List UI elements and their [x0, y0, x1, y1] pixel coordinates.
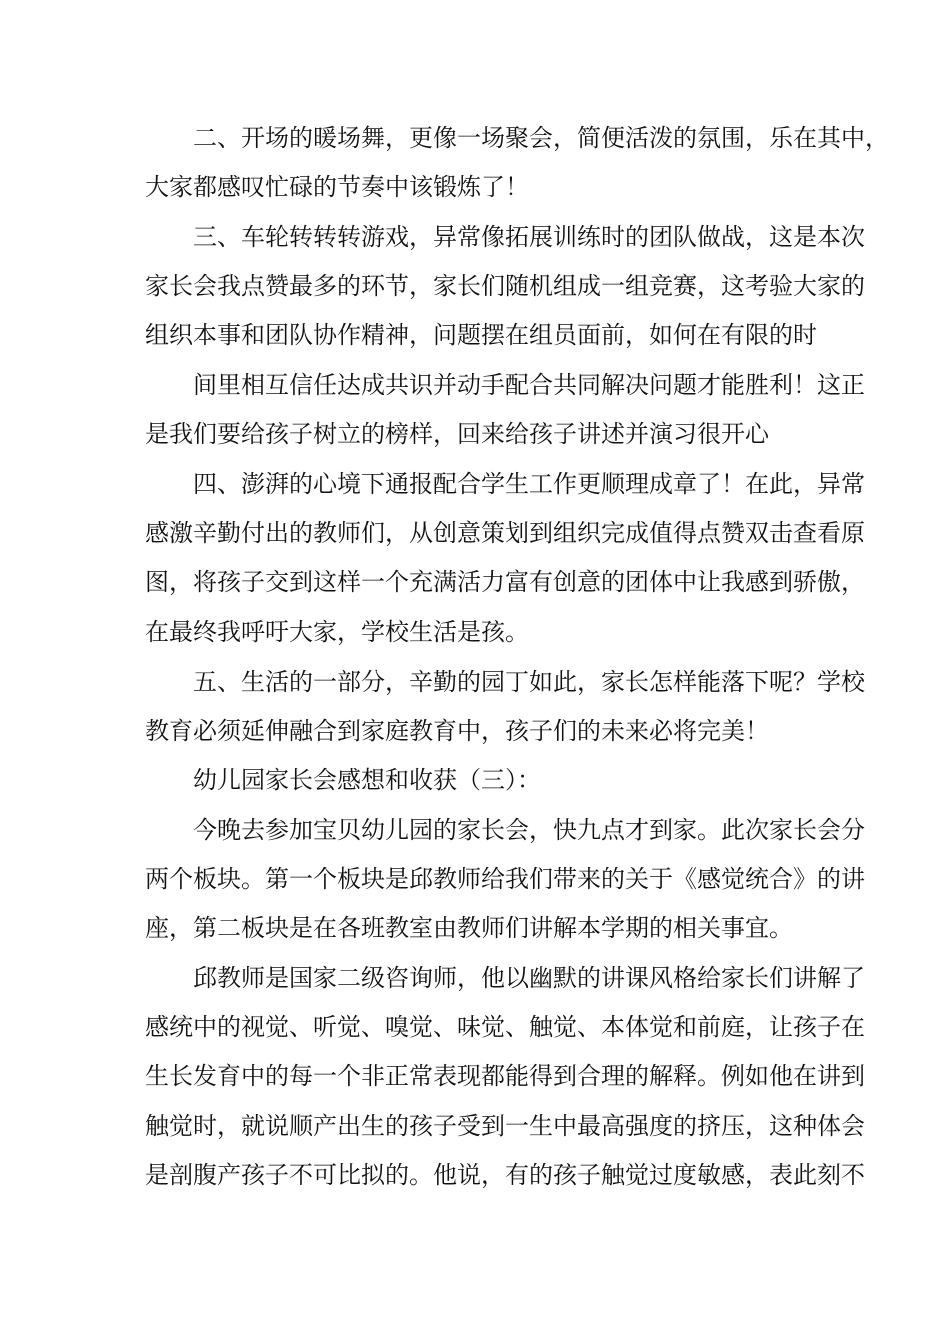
- paragraph-2-line-1: 二、开场的暖场舞，更像一场聚会，简便活泼的氛围，乐在其中，: [193, 124, 889, 152]
- paragraph-4-line-2: 感激辛勤付出的教师们，从创意策划到组织完成值得点赞双击查看原: [145, 519, 865, 547]
- paragraph-3-line-2: 家长会我点赞最多的环节，家长们随机组成一组竞赛，这考验大家的: [145, 272, 865, 300]
- paragraph-7-line-4: 触觉时，就说顺产出生的孩子受到一生中最高强度的挤压，这种体会: [145, 1112, 865, 1140]
- paragraph-7-line-2: 感统中的视觉、听觉、嗅觉、味觉、触觉、本体觉和前庭，让孩子在: [145, 1013, 865, 1041]
- paragraph-6-line-2: 两个板块。第一个板块是邱教师给我们带来的关于《感觉统合》的讲: [145, 865, 865, 893]
- paragraph-3b-line-2: 是我们要给孩子树立的榜样，回来给孩子讲述并演习很开心: [145, 420, 769, 448]
- paragraph-6-line-3: 座，第二板块是在各班教室由教师们讲解本学期的相关事宜。: [145, 914, 793, 942]
- paragraph-5-line-1: 五、生活的一部分，辛勤的园丁如此，家长怎样能落下呢？学校: [193, 668, 865, 696]
- paragraph-3-line-1: 三、车轮转转转游戏，异常像拓展训练时的团队做战，这是本次: [193, 223, 865, 251]
- paragraph-5-line-2: 教育必须延伸融合到家庭教育中，孩子们的未来必将完美！: [145, 717, 769, 745]
- paragraph-7-line-3: 生长发育中的每一个非正常表现都能得到合理的解释。例如他在讲到: [145, 1062, 865, 1090]
- paragraph-4-line-1: 四、澎湃的心境下通报配合学生工作更顺理成章了！在此，异常: [193, 470, 865, 498]
- section-heading: 幼儿园家长会感想和收获（三）：: [193, 766, 541, 794]
- paragraph-3-line-3: 组织本事和团队协作精神，问题摆在组员面前，如何在有限的时: [145, 321, 817, 349]
- paragraph-7-line-5: 是剖腹产孩子不可比拟的。他说，有的孩子触觉过度敏感，表此刻不: [145, 1161, 865, 1189]
- paragraph-3b-line-1: 间里相互信任达成共识并动手配合共同解决问题才能胜利！这正: [193, 371, 865, 399]
- paragraph-7-line-1: 邱教师是国家二级咨询师，他以幽默的讲课风格给家长们讲解了: [193, 964, 865, 992]
- paragraph-4-line-3: 图，将孩子交到这样一个充满活力富有创意的团体中让我感到骄傲，: [145, 568, 865, 596]
- paragraph-4-line-4: 在最终我呼吁大家，学校生活是孩。: [145, 618, 529, 646]
- paragraph-6-line-1: 今晚去参加宝贝幼儿园的家长会，快九点才到家。此次家长会分: [193, 816, 865, 844]
- paragraph-2-line-2: 大家都感叹忙碌的节奏中该锻炼了！: [145, 173, 529, 201]
